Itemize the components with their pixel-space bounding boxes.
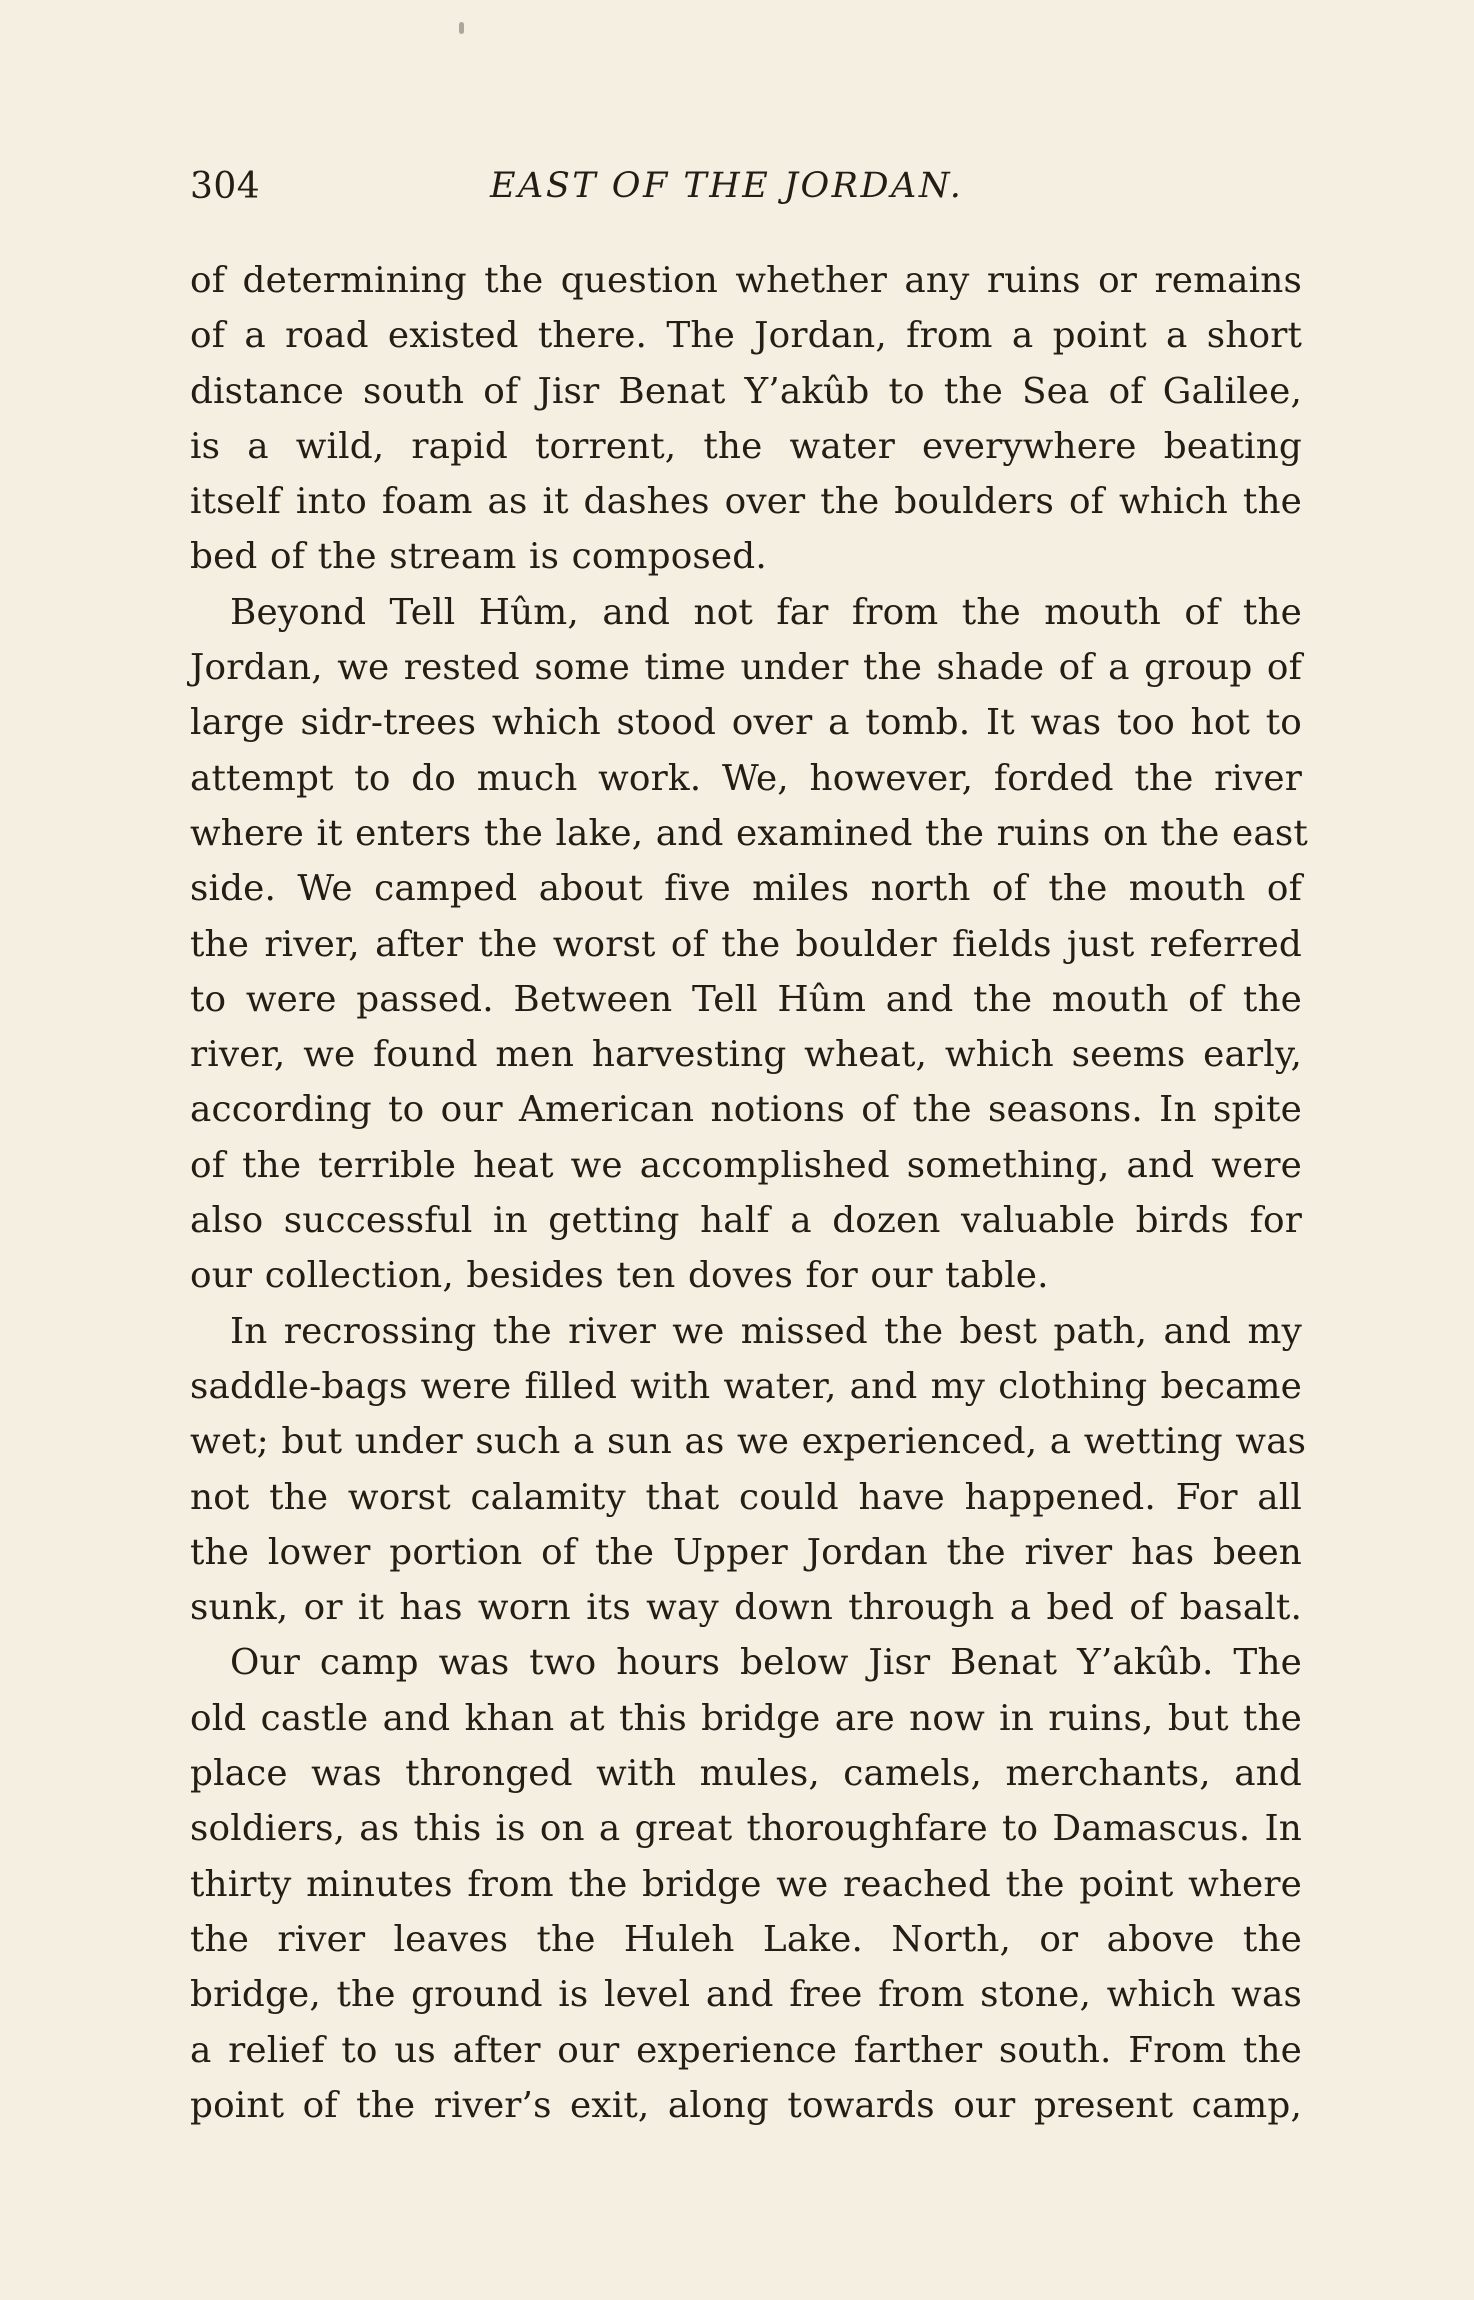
paragraph bbox=[190, 253, 1302, 585]
text-line: of a road existed there. The Jordan, from a point a short bbox=[190, 315, 1302, 357]
text-line: of determining the question whether any ruins or remains bbox=[190, 260, 1302, 301]
text-line: the river, after the worst of the boulder fields just referred bbox=[190, 923, 1302, 965]
ink-smudge bbox=[459, 22, 464, 34]
text-line: Our camp was two hours below Jisr Benat Y’akûb. The bbox=[230, 1642, 1302, 1684]
text-line: bridge, the ground is level and free from stone, which was bbox=[190, 1974, 1302, 2016]
text-line: according to our American notions of the seasons. In spite bbox=[190, 1089, 1302, 1131]
text-line: also successful in getting half a dozen valuable birds for bbox=[190, 1200, 1302, 1242]
text-line: not the worst calamity that could have happened. For all bbox=[190, 1476, 1302, 1518]
paragraph bbox=[190, 585, 1308, 1304]
text-line: of the terrible heat we accomplished something, and were bbox=[190, 1144, 1302, 1186]
body-text bbox=[190, 253, 1308, 2126]
running-title: EAST OF THE JORDAN. bbox=[490, 166, 964, 206]
text-line: is a wild, rapid torrent, the water everywhere beating bbox=[190, 425, 1302, 467]
text-line: old castle and khan at this bridge are now in ruins, but the bbox=[190, 1697, 1302, 1739]
text-line: distance south of Jisr Benat Y’akûb to the Sea of Galilee, bbox=[190, 370, 1302, 412]
text-line: bed of the stream is composed. bbox=[190, 536, 767, 578]
text-line: the river leaves the Huleh Lake. North, or above the bbox=[190, 1918, 1302, 1960]
text-line: soldiers, as this is on a great thoroughfare to Damascus. In bbox=[190, 1808, 1302, 1850]
running-head bbox=[190, 166, 1300, 218]
paragraph bbox=[190, 1635, 1302, 2133]
text-line: our collection, besides ten doves for our table. bbox=[190, 1255, 1049, 1297]
text-line: itself into foam as it dashes over the boulders of which the bbox=[190, 481, 1302, 523]
text-line: a relief to us after our experience farther south. From the bbox=[190, 2029, 1302, 2071]
text-line: saddle-bags were filled with water, and my clothing became bbox=[190, 1365, 1302, 1407]
paragraph bbox=[190, 1304, 1307, 1636]
text-line: In recrossing the river we missed the best path, and my bbox=[230, 1310, 1302, 1352]
text-line: the lower portion of the Upper Jordan the river has been bbox=[190, 1531, 1302, 1573]
text-line: wet; but under such a sun as we experienced, a wetting was bbox=[190, 1421, 1307, 1463]
text-line: Beyond Tell Hûm, and not far from the mouth of the bbox=[230, 591, 1302, 633]
text-line: to were passed. Between Tell Hûm and the mouth of the bbox=[190, 978, 1302, 1020]
text-line: thirty minutes from the bridge we reached the point where bbox=[190, 1863, 1302, 1905]
text-line: where it enters the lake, and examined the ruins on the east bbox=[190, 812, 1308, 854]
text-line: attempt to do much work. We, however, forded the river bbox=[190, 757, 1302, 799]
text-line: river, we found men harvesting wheat, which seems early, bbox=[190, 1034, 1302, 1076]
text-line: sunk, or it has worn its way down through a bed of basalt. bbox=[190, 1587, 1302, 1629]
text-line: place was thronged with mules, camels, merchants, and bbox=[190, 1753, 1302, 1795]
page-number: 304 bbox=[190, 166, 261, 207]
text-line: large sidr-trees which stood over a tomb. It was too hot to bbox=[190, 702, 1302, 744]
text-line: side. We camped about five miles north of the mouth of bbox=[190, 868, 1302, 910]
text-line: point of the river’s exit, along towards our present camp, bbox=[190, 2084, 1302, 2126]
text-line: Jordan, we rested some time under the shade of a group of bbox=[190, 647, 1302, 689]
